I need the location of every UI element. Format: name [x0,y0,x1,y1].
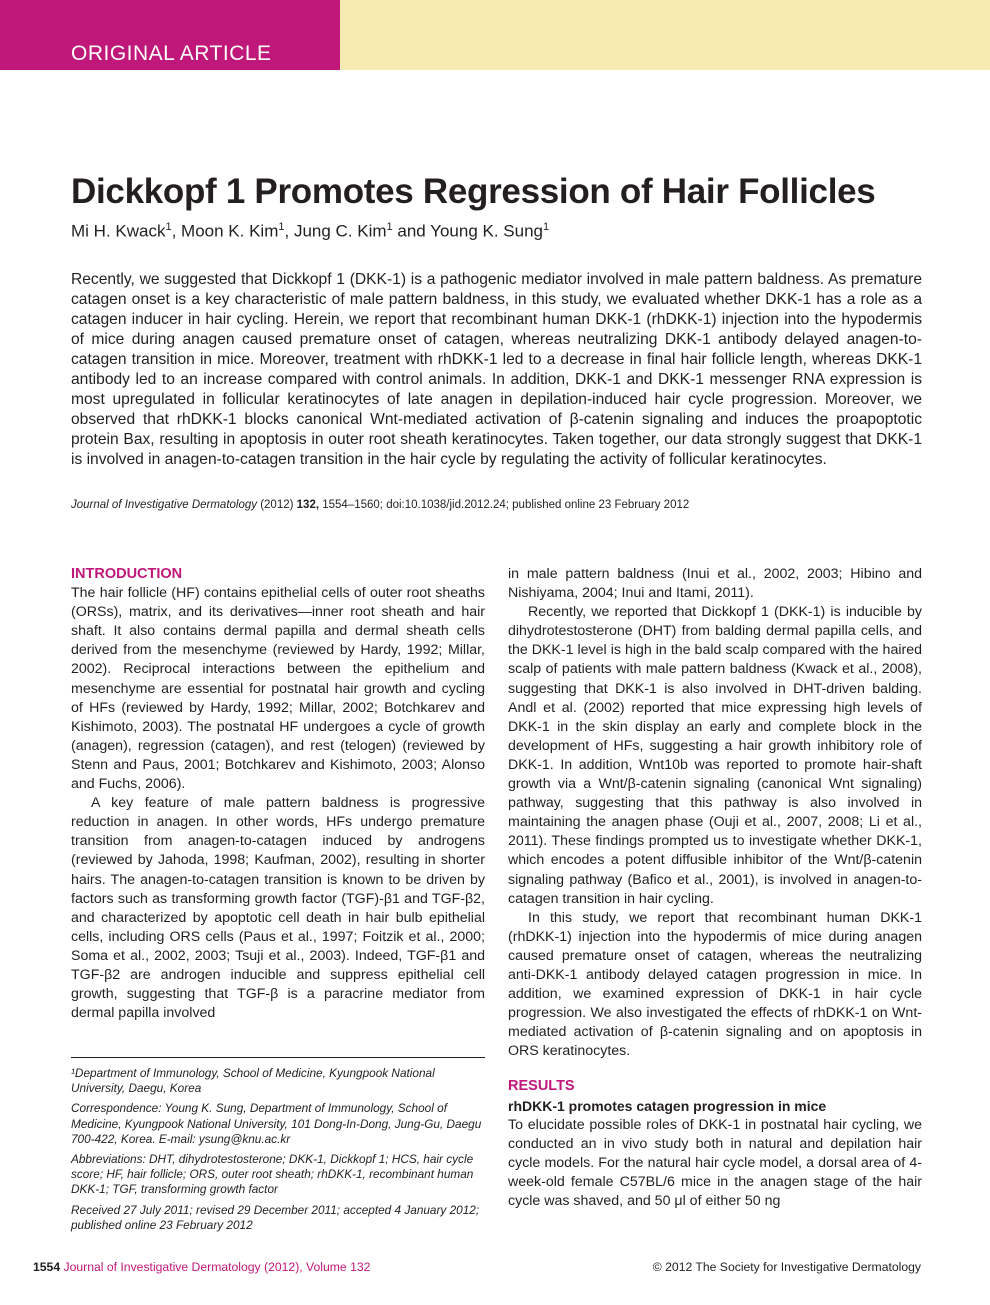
article-type-label: ORIGINAL ARTICLE [71,42,272,65]
citation-journal: Journal of Investigative Dermatology [71,499,258,511]
page-number: 1554 [33,1260,61,1274]
footnote-dates: Received 27 July 2011; revised 29 December 2011; accepted 4 January 2012; published online 23 February 2012 [71,1202,480,1232]
footnote-divider [71,1057,485,1058]
results-heading: RESULTS [508,1078,575,1095]
citation-year: (2012) [257,499,297,511]
citation-rest: 1554–1560; doi:10.1038/jid.2012.24; published online 23 February 2012 [319,499,690,511]
author-name: Mi H. Kwack [71,221,166,241]
section-spacer [508,1061,922,1077]
footer-copyright: © 2012 The Society for Investigative Dermatology [652,1260,921,1274]
author-separator: , [171,221,182,241]
author-affiliation-mark: 1 [542,221,550,233]
footer-journal-ref: Journal of Investigative Dermatology (2012), Volume 132 [63,1260,371,1274]
author-separator: , [284,221,294,241]
intro-paragraph-5: In this study, we report that recombinant human DKK-1 (rhDKK-1) injection into the hypodermis of mice during anagen caused premature onset of catagen, whereas the neutralizing anti-DKK-1 antibody delayed catagen progression in mice. In addition, we examined expression of DKK-1 in hair cycle progression. We also investigated the effects of rhDKK-1 on Wnt-mediated activation of β-catenin signaling and on apoptosis in ORS keratinocytes. [508,909,922,1060]
article-title: Dickkopf 1 Promotes Regression of Hair Follicles [71,172,876,211]
footnote-correspondence: Correspondence: Young K. Sung, Department of Immunology, School of Medicine, Kyungpook National University, 101 Dong-In-Dong, Jung-Gu, Daegu 700-422, Korea. E-mail: ysung@knu.ac.kr [71,1101,482,1146]
intro-paragraph-4: Recently, we reported that Dickkopf 1 (DKK-1) is inducible by dihydrotestosterone (DHT) from balding dermal papilla cells, and the DKK-1 level is high in the bald scalp compared with the haired scalp of patients with male pattern baldness (Kwack et al., 2008), suggesting that DKK-1 is also involved in DHT-driven balding. Andl et al. (2002) reported that mice expressing high levels of DKK-1 in the skin display an early and complete block in the development of HFs, suggesting a hair growth inhibitory role of DKK-1. In addition, Wnt10b was reported to promote hair-shaft growth via a Wnt/β-catenin signaling (canonical Wnt signaling) pathway, suggesting that this pathway is also involved in maintaining the anagen phase (Ouji et al., 2007, 2008; Li et al., 2011). These findings prompted us to investigate whether DKK-1, which encodes a potent diffusible inhibitor of the Wnt/β-catenin signaling pathway (Bafico et al., 2001), is involved in anagen-to-catagen transition in hair cycling. [508,604,922,907]
citation-line [71,499,689,511]
author-affiliation-mark: 1 [278,221,285,233]
author-name: Jung C. Kim [293,221,387,241]
footnote-affiliation: ¹Department of Immunology, School of Medicine, Kyungpook National University, Daegu, Korea [71,1066,435,1096]
results-paragraph-1: To elucidate possible roles of DKK-1 in postnatal hair cycling, we conducted an in vivo study both in natural and depilation hair cycle models. For the natural hair cycle model, a dorsal area of 4-week-old female C57BL/6 mice in the anagen stage of the hair cycle was shaved, and 50 μl of either 50 ng [508,1116,922,1209]
header-banner-fill [340,0,990,70]
author-name: Moon K. Kim [181,221,279,241]
right-column [508,565,922,1211]
citation-volume: 132, [296,499,320,511]
left-column [71,565,485,1023]
introduction-heading: INTRODUCTION [71,566,183,582]
author-separator: and [392,221,431,241]
intro-paragraph-3: in male pattern baldness (Inui et al., 2002, 2003; Hibino and Nishiyama, 2004; Inui and Itami, 2011). [508,566,922,602]
author-affiliation-mark: 1 [165,221,172,233]
footnote-abbreviations: Abbreviations: DHT, dihydrotestosterone; DKK-1, Dickkopf 1; HCS, hair cycle score; HF, hair follicle; ORS, outer root sheath; rhDKK-1, recombinant human DKK-1; TGF, transforming growth factor [71,1152,474,1197]
footer-left [33,1260,370,1274]
results-subheading: rhDKK-1 promotes catagen progression in mice [508,1097,827,1114]
abstract: Recently, we suggested that Dickkopf 1 (DKK-1) is a pathogenic mediator involved in male pattern baldness. As premature catagen onset is a key characteristic of male pattern baldness, in this study, we evaluated whether DKK-1 has a role as a catagen inducer in hair cycling. Herein, we report that recombinant human DKK-1 (rhDKK-1) injection into the hypodermis of mice during anagen caused premature onset of catagen, whereas neutralizing DKK-1 antibody delayed anagen-to-catagen transition in mice. Moreover, treatment with rhDKK-1 led to a decrease in final hair follicle length, whereas DKK-1 antibody led to an increase compared with control animals. In addition, DKK-1 and DKK-1 messenger RNA expression is most upregulated in follicular keratinocytes of late anagen in depilation-induced hair cycle progression. Moreover, we observed that rhDKK-1 blocks canonical Wnt-mediated activation of β-catenin signaling and induces the proapoptotic protein Bax, resulting in apoptosis in outer root sheath keratinocytes. Taken together, our data strongly suggest that DKK-1 is involved in anagen-to-catagen transition in the hair cycle by regulating the activity of follicular keratinocytes. [71,271,922,468]
intro-paragraph-2: A key feature of male pattern baldness is progressive reduction in anagen. In other words, HFs undergo premature transition from anagen-to-catagen induced by androgens (reviewed by Jahoda, 1998; Kaufman, 2002), resulting in shorter hairs. The anagen-to-catagen transition is known to be driven by factors such as transforming growth factor (TGF)-β1 and TGF-β2, and characterized by apoptotic cell death in hair bulb epithelial cells, including ORS cells (Paus et al., 1997; Foitzik et al., 2000; Soma et al., 2002, 2003; Tsuji et al., 2003). Indeed, TGF-β1 and TGF-β2 are androgen inducible and suppress epithelial cell growth, suggesting that TGF-β is a paracrine mediator from dermal papilla involved [71,795,485,1022]
author-affiliation-mark: 1 [386,221,393,233]
author-list [71,221,549,242]
intro-paragraph-1: The hair follicle (HF) contains epithelial cells of outer root sheaths (ORSs), matrix, and its derivatives—inner root sheath and hair shaft. It also contains dermal papilla and dermal sheath cells derived from the mesenchyme (reviewed by Hardy, 1992; Millar, 2002). Reciprocal interactions between the epithelium and mesenchyme are essential for postnatal hair growth and cycling of HFs (reviewed by Hardy, 1992; Millar, 2002; Botchkarev and Kishimoto, 2003). The postnatal HF undergoes a cycle of growth (anagen), regression (catagen), and rest (telogen) (reviewed by Stenn and Paus, 2001; Botchkarev and Kishimoto, 2003; Alonso and Fuchs, 2006). [71,585,485,793]
author-name: Young K. Sung [430,221,543,241]
footnotes [71,1066,485,1238]
